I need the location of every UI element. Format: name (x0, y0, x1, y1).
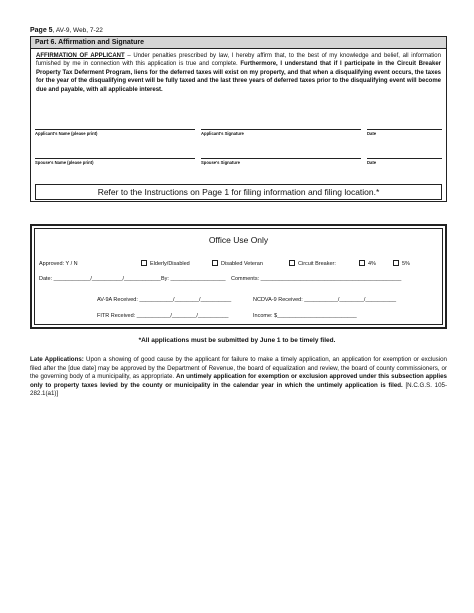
fitr-received-field[interactable]: FITR Received: ___________/________/__________ (97, 313, 229, 319)
late-text: Upon a showing of good cause by the applicant for failure to make a timely application, an application for exemption or exclusion filed after the [due date] may be approved by the Department of Revenue, the board of equalization and review, the board of county commissioners, or the governing body of a municipality, as appropriate. (30, 356, 447, 381)
elderly-label: Elderly/Disabled (150, 261, 190, 267)
comments-field[interactable]: Comments: ______________________________________________ (231, 276, 402, 282)
applicant-name-label: Applicant's Name (please print) (35, 131, 98, 136)
late-text-bold: An untimely application for exemption or exclusion approved under this subsection applies only to property taxes levied by the county or municipality in the calendar year in which the untimely application is filed. (30, 373, 447, 389)
pct4-label: 4% (368, 261, 376, 267)
pct4-checkbox[interactable] (359, 260, 376, 267)
all-applications-notice: *All applications must be submitted by June 1 to be timely filed. (138, 337, 336, 344)
office-use-section (30, 224, 447, 329)
date-field[interactable]: Date: ____________/__________/____________ (39, 276, 161, 282)
pct5-label: 5% (402, 261, 410, 267)
affirmation-body: – Under penalties prescribed by law, I hereby affirm that, to the best of my knowledge and belief, all information furnished by me in connection with this application is true and complete. (36, 53, 441, 68)
affirmation-body-bold: Furthermore, I understand that if I participate in the Circuit Breaker Property Tax Deferment Program, liens for the deferred taxes will exist on my property, and that when a disqualifying event occurs, the taxes for the year of the disqualifying event will be fully taxed and the last three years of deferred taxes prior to the disqualifying event will become due and payable, with all applicable interest. (36, 61, 441, 93)
part6-section (30, 36, 447, 202)
page-number: Page 5 (30, 27, 53, 34)
ncdva-received-field[interactable]: NCDVA-9 Received: ___________/________/__________ (253, 297, 397, 303)
affirmation-text (31, 49, 446, 94)
affirmation-heading: AFFIRMATION OF APPLICANT (36, 53, 125, 59)
checkbox-icon (359, 260, 365, 266)
spouse-signature-field[interactable] (201, 158, 361, 159)
date1-label: Date (367, 131, 377, 136)
applicant-signature-field[interactable] (201, 129, 361, 130)
circuit-breaker-checkbox[interactable] (289, 260, 336, 267)
approved-field: Approved: Y / N (39, 261, 78, 267)
part6-title: Part 6. Affirmation and Signature (31, 37, 446, 49)
statute-citation: [N.C.G.S. 105-282.1(a1)] (30, 381, 448, 398)
spouse-signature-label: Spouse's Signature (201, 160, 240, 165)
date2-label: Date (367, 160, 377, 165)
checkbox-icon (141, 260, 147, 266)
elderly-checkbox[interactable] (141, 260, 190, 267)
veteran-label: Disabled Veteran (221, 261, 263, 267)
av9a-received-field[interactable]: AV-9A Received: ___________/________/__________ (97, 297, 232, 303)
applicant-name-field[interactable] (35, 129, 195, 130)
late-heading: Late Applications: (30, 356, 84, 363)
late-applications-paragraph (30, 356, 447, 399)
circuit-breaker-label: Circuit Breaker: (298, 261, 336, 267)
pct5-checkbox[interactable] (393, 260, 410, 267)
page-header (30, 27, 103, 34)
date2-field[interactable] (367, 158, 442, 159)
form-id: , AV-9, Web, 7-22 (52, 27, 103, 34)
checkbox-icon (212, 260, 218, 266)
income-field[interactable]: Income: $__________________________ (253, 313, 357, 319)
office-use-inner-border (34, 228, 443, 325)
checkbox-icon (393, 260, 399, 266)
checkbox-icon (289, 260, 295, 266)
spouse-name-label: Spouse's Name (please print) (35, 160, 94, 165)
veteran-checkbox[interactable] (212, 260, 263, 267)
spouse-name-field[interactable] (35, 158, 195, 159)
office-use-title: Office Use Only (208, 235, 269, 245)
date1-field[interactable] (367, 129, 442, 130)
refer-instructions: Refer to the Instructions on Page 1 for filing information and filing location.* (35, 184, 442, 200)
applicant-signature-label: Applicant's Signature (201, 131, 244, 136)
by-field[interactable]: By: __________________ (161, 276, 226, 282)
